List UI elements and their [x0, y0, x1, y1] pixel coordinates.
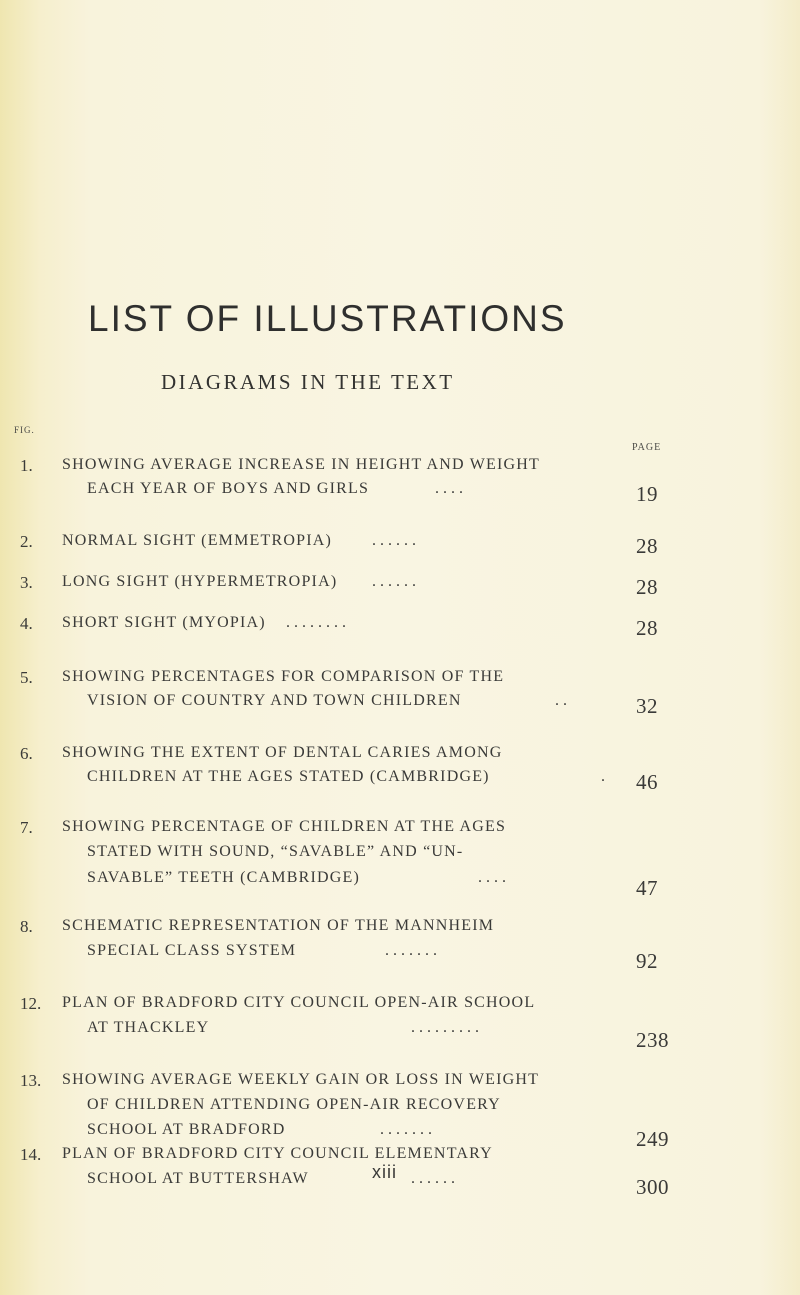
caption-line: SHOWING AVERAGE WEEKLY GAIN OR LOSS IN WEIGHT [62, 1071, 540, 1088]
caption-line: SAVABLE” TEETH (CAMBRIDGE) [87, 869, 360, 886]
page-number: 19 [636, 482, 658, 506]
fig-number: 4. [20, 614, 33, 633]
caption-line: LONG SIGHT (HYPERMETROPIA) [62, 573, 338, 590]
page-number: 28 [636, 616, 658, 640]
page-number: 46 [636, 770, 658, 794]
caption-line: SHORT SIGHT (MYOPIA) [62, 614, 266, 631]
fig-column-header: FIG. [14, 425, 35, 435]
caption-line: PLAN OF BRADFORD CITY COUNCIL OPEN-AIR SCHOOL [62, 994, 536, 1011]
caption-line: SHOWING PERCENTAGES FOR COMPARISON OF THE [62, 668, 505, 685]
page-number: 47 [636, 876, 658, 900]
fig-number: 13. [20, 1071, 42, 1090]
leader-dots: . . . . . . [372, 573, 416, 590]
leader-dots: . . [555, 692, 567, 709]
caption-line: SCHEMATIC REPRESENTATION OF THE MANNHEIM [62, 917, 495, 934]
page-column-header: PAGE [632, 442, 662, 453]
fig-number: 3. [20, 573, 33, 592]
fig-number: 14. [20, 1145, 42, 1164]
fig-number: 5. [20, 668, 33, 687]
leader-dots: . . . . . . . . . [411, 1019, 479, 1036]
leader-dots: . [601, 768, 605, 785]
caption-line: SHOWING AVERAGE INCREASE IN HEIGHT AND WEIGHT [62, 456, 540, 473]
caption-line: STATED WITH SOUND, “SAVABLE” AND “UN- [87, 843, 464, 860]
page-number: 92 [636, 949, 658, 973]
caption-line: SPECIAL CLASS SYSTEM [87, 942, 297, 959]
leader-dots: . . . . . . [372, 532, 416, 549]
caption-line: NORMAL SIGHT (EMMETROPIA) [62, 532, 332, 549]
fig-number: 1. [20, 456, 33, 475]
caption-line: OF CHILDREN ATTENDING OPEN-AIR RECOVERY [87, 1096, 501, 1113]
page-number: 28 [636, 534, 658, 558]
page-number: 28 [636, 575, 658, 599]
caption-line: EACH YEAR OF BOYS AND GIRLS [87, 480, 370, 497]
page-title: LIST OF ILLUSTRATIONS [88, 298, 567, 339]
caption-line: VISION OF COUNTRY AND TOWN CHILDREN [87, 692, 462, 709]
leader-dots: . . . . . . [411, 1170, 455, 1187]
section-subtitle: DIAGRAMS IN THE TEXT [161, 370, 455, 394]
leader-dots: . . . . [435, 480, 463, 497]
leader-dots: . . . . . . . [380, 1121, 432, 1138]
fig-number: 6. [20, 744, 33, 763]
fig-number: 2. [20, 532, 33, 551]
leader-dots: . . . . [478, 869, 506, 886]
page-number: 238 [636, 1028, 669, 1052]
page-number: 300 [636, 1175, 669, 1199]
caption-line: CHILDREN AT THE AGES STATED (CAMBRIDGE) [87, 768, 490, 785]
caption-line: SHOWING PERCENTAGE OF CHILDREN AT THE AGES [62, 818, 507, 835]
fig-number: 8. [20, 917, 33, 936]
caption-line: SCHOOL AT BRADFORD [87, 1121, 286, 1138]
leader-dots: . . . . . . . . [286, 614, 346, 631]
caption-line: SCHOOL AT BUTTERSHAW [87, 1170, 309, 1187]
caption-line: SHOWING THE EXTENT OF DENTAL CARIES AMONG [62, 744, 503, 761]
page-folio: xiii [372, 1162, 397, 1182]
caption-line: AT THACKLEY [87, 1019, 210, 1036]
page-number: 32 [636, 694, 658, 718]
leader-dots: . . . . . . . [385, 942, 437, 959]
page-number: 249 [636, 1127, 669, 1151]
caption-line: PLAN OF BRADFORD CITY COUNCIL ELEMENTARY [62, 1145, 493, 1162]
fig-number: 12. [20, 994, 42, 1013]
fig-number: 7. [20, 818, 33, 837]
